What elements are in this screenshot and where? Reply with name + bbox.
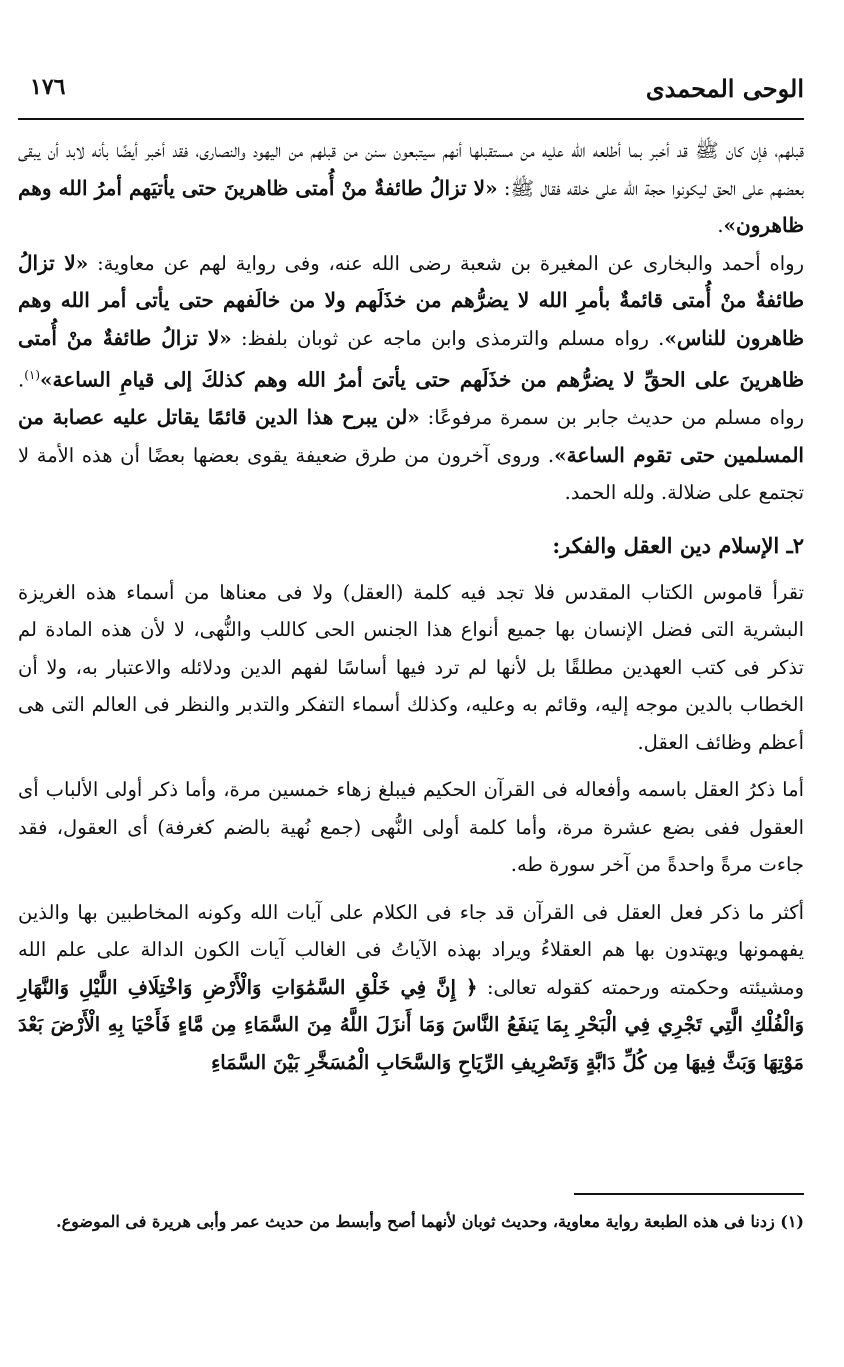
paragraph-text: . رواه مسلم والترمذى وابن ماجه عن ثوبان بلفظ:: [231, 326, 665, 350]
page-body: [18, 132, 804, 1081]
paragraph-bible-dictionary: تقرأ قاموس الكتاب المقدس فلا تجد فيه كلمة (العقل) ولا فى معناها من أسماء هذه الغريزة البشرية التى فضل الإنسان بها جميع أنواع هذا الجنس الحى كاللب والنُّهى، لا لأن هذه المادة لم تذكر فى كتب العهدين مطلقًا بل لأنها لم ترد فيها أساسًا لفهم الدين ودلائله والاعتبار به، ولا أن الخطاب بالدين موجه إليه، وقائم به وعليه، وكذلك أسماء التفكر والتدبر والنظر فى العالم التى هى أعظم وظائف العقل.: [18, 580, 804, 754]
book-title: الوحى المحمدى: [645, 74, 804, 103]
paragraph-text: أكثر ما ذكر فعل العقل فى القرآن قد جاء فى الكلام على آيات الله وكونه المخاطبين بها والذين يفهمونها ويهتدون بها هم العقلاءُ ويراد بهذه الآياتُ فى الغالب آيات الكون الدالة على علم الله ومشيئته وحكمته ورحمته كقوله تعالى:: [18, 900, 804, 999]
header-rule: [18, 118, 804, 120]
paragraph-hadith-intro: [18, 132, 804, 245]
paragraph-text: قبلهم، فإن كان ﷺ قد أخبر بما أطلعه الله عليه من مستقبلها أنهم سيتبعون سنن من قبلهم من اليهود والنصارى، فقد أخبر أيضًا بأنه لابد أن يبقى بعضهم على الحق ليكونوا حجة الله على خلقه فقال ﷺ:: [18, 139, 804, 200]
hadith-quote: «لا تزالُ طائفةٌ منْ أُمتى ظاهرينَ على الحقِّ لا يضرُّهم من خذَلَهم حتى يأتىَ أمرُ الله وهم كذلكَ إلى قيامِ الساعة»: [18, 325, 804, 392]
page-number: ١٧٦: [30, 74, 66, 100]
footnote: (١) زدنا فى هذه الطبعة رواية معاوية، وحديث ثوبان لأنهما أصح وأبسط من حديث عمر وأبى هريرة فى الموضوع.: [56, 1212, 804, 1231]
paragraph-hadith-narrations: [18, 245, 804, 512]
paragraph-signs-of-god: [18, 894, 804, 1082]
hadith-quote: «لن يبرح هذا الدين قائمًا يقاتل عليه عصابة من المسلمين حتى تقوم الساعة»: [18, 405, 804, 467]
section-heading: ٢ـ الإسلام دين العقل والفكر:: [552, 532, 804, 558]
running-header: [18, 70, 804, 110]
hadith-quote: «لا تزالُ طائفةٌ منْ أُمتى قائمةٌ بأمرِ الله لا يضرُّهم من خذَلَهم ولا من خالَفهم حتى يأتى أمر الله وهم ظاهرون للناس»: [18, 250, 804, 350]
paragraph-text: رواه أحمد والبخارى عن المغيرة بن شعبة رضى الله عنه، وفى رواية لهم عن معاوية:: [88, 251, 805, 275]
quran-verse: ﴿ إِنَّ فِي خَلْقِ السَّمَٰوَاتِ وَالْأَرْضِ وَاخْتِلَافِ اللَّيْلِ وَالنَّهَارِ وَالْفُلْكِ الَّتِي تَجْرِي فِي الْبَحْرِ بِمَا يَنفَعُ النَّاسَ وَمَا أَنزَلَ اللَّهُ مِنَ السَّمَاءِ مِن مَّاءٍ فَأَحْيَا بِهِ الْأَرْضَ بَعْدَ مَوْتِهَا وَبَثَّ فِيهَا مِن كُلِّ دَابَّةٍ وَتَصْرِيفِ الرِّيَاحِ وَالسَّحَابِ الْمُسَخَّرِ بَيْنَ السَّمَاءِ: [18, 975, 804, 1074]
hadith-quote: «لا تزالُ طائفةٌ منْ أُمتى ظاهرينَ حتى يأتيَهم أمرُ الله وهم ظاهرون»: [18, 175, 804, 237]
paragraph-text: .: [717, 214, 724, 237]
paragraph-text: . رواه مسلم من حديث جابر بن سمرة مرفوعًا:: [18, 368, 804, 429]
footnote-rule: [574, 1193, 804, 1195]
paragraph-text: . وروى آخرون من طرق ضعيفة يقوى بعضها بعضًا أن هذه الأمة لا تجتمع على ضلالة. ولله الحمد.: [18, 443, 804, 504]
footnote-marker[interactable]: (١): [24, 368, 41, 382]
book-page: [18, 70, 804, 1327]
paragraph-quran-mentions: أما ذكرُ العقل باسمه وأفعاله فى القرآن الحكيم فيبلغ زهاء خمسين مرة، وأما ذكر أولى الألباب أى العقول ففى بضع عشرة مرة، وأما كلمة أولى النُّهى (جمع نُهية بالضم كغرفة) أى العقول، فقد جاءت مرةً واحدةً من آخر سورة طه.: [18, 778, 804, 876]
